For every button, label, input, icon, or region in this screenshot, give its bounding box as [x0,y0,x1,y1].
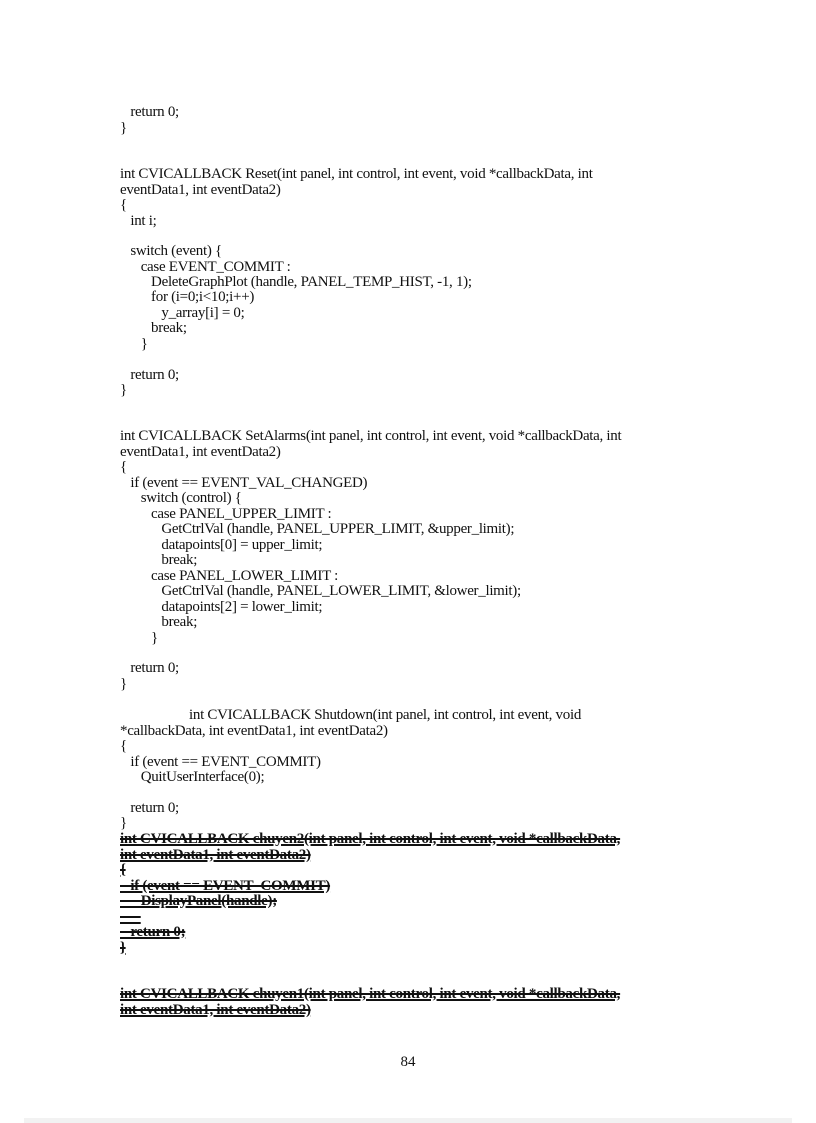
code-line: } [120,382,127,398]
code-line: GetCtrlVal (handle, PANEL_UPPER_LIMIT, &upper_limit); [120,521,515,537]
struck-code-line: return 0; [120,924,186,940]
struck-code-line: int eventData1, int eventData2) [120,1002,311,1018]
code-line: case PANEL_LOWER_LIMIT : [120,568,338,584]
code-line: return 0; [120,104,179,120]
code-line: switch (event) { [120,243,222,259]
struck-code-line: if (event == EVENT_COMMIT) [120,878,331,894]
code-line: *callbackData, int eventData1, int eventData2) [120,723,388,739]
struck-code-line: int CVICALLBACK chuyen2(int panel, int control, int event, void *callbackData, [120,831,621,847]
code-line: break; [120,614,198,630]
struck-code-line: int eventData1, int eventData2) [120,847,311,863]
struck-code-line: } [120,940,126,956]
code-line: break; [120,552,198,568]
code-line: if (event == EVENT_VAL_CHANGED) [120,475,368,491]
code-line: GetCtrlVal (handle, PANEL_LOWER_LIMIT, &lower_limit); [120,583,521,599]
struck-code-line: { [120,862,126,878]
page-footer-band [24,1118,792,1123]
struck-code-line [120,909,141,925]
code-line: { [120,738,127,754]
code-line: eventData1, int eventData2) [120,182,281,198]
code-line: } [120,630,158,646]
code-line: datapoints[0] = upper_limit; [120,537,323,553]
code-line: QuitUserInterface(0); [120,769,265,785]
code-line: return 0; [120,800,179,816]
code-line: switch (control) { [120,490,242,506]
code-line: { [120,459,127,475]
code-line: y_array[i] = 0; [120,305,245,321]
code-line: int i; [120,213,157,229]
code-line: case PANEL_UPPER_LIMIT : [120,506,332,522]
code-line: break; [120,320,187,336]
code-line: int CVICALLBACK Reset(int panel, int control, int event, void *callbackData, int [120,166,593,182]
code-line: for (i=0;i<10;i++) [120,289,255,305]
code-line: eventData1, int eventData2) [120,444,281,460]
code-line: } [120,815,127,831]
code-line: return 0; [120,367,179,383]
code-line: int CVICALLBACK Shutdown(int panel, int control, int event, void [120,707,582,723]
code-line: return 0; [120,660,179,676]
code-line: } [120,120,127,136]
code-line: int CVICALLBACK SetAlarms(int panel, int control, int event, void *callbackData, int [120,428,622,444]
struck-code-line: int CVICALLBACK chuyen1(int panel, int control, int event, void *callbackData, [120,986,621,1002]
code-line: case EVENT_COMMIT : [120,259,291,275]
code-line: if (event == EVENT_COMMIT) [120,754,321,770]
code-line: { [120,197,127,213]
code-line: DeleteGraphPlot (handle, PANEL_TEMP_HIST, -1, 1); [120,274,472,290]
code-line: datapoints[2] = lower_limit; [120,599,323,615]
code-line: } [120,336,148,352]
page-number: 84 [400,1054,416,1070]
code-line: } [120,676,127,692]
struck-code-line: DisplayPanel(handle); [120,893,277,909]
